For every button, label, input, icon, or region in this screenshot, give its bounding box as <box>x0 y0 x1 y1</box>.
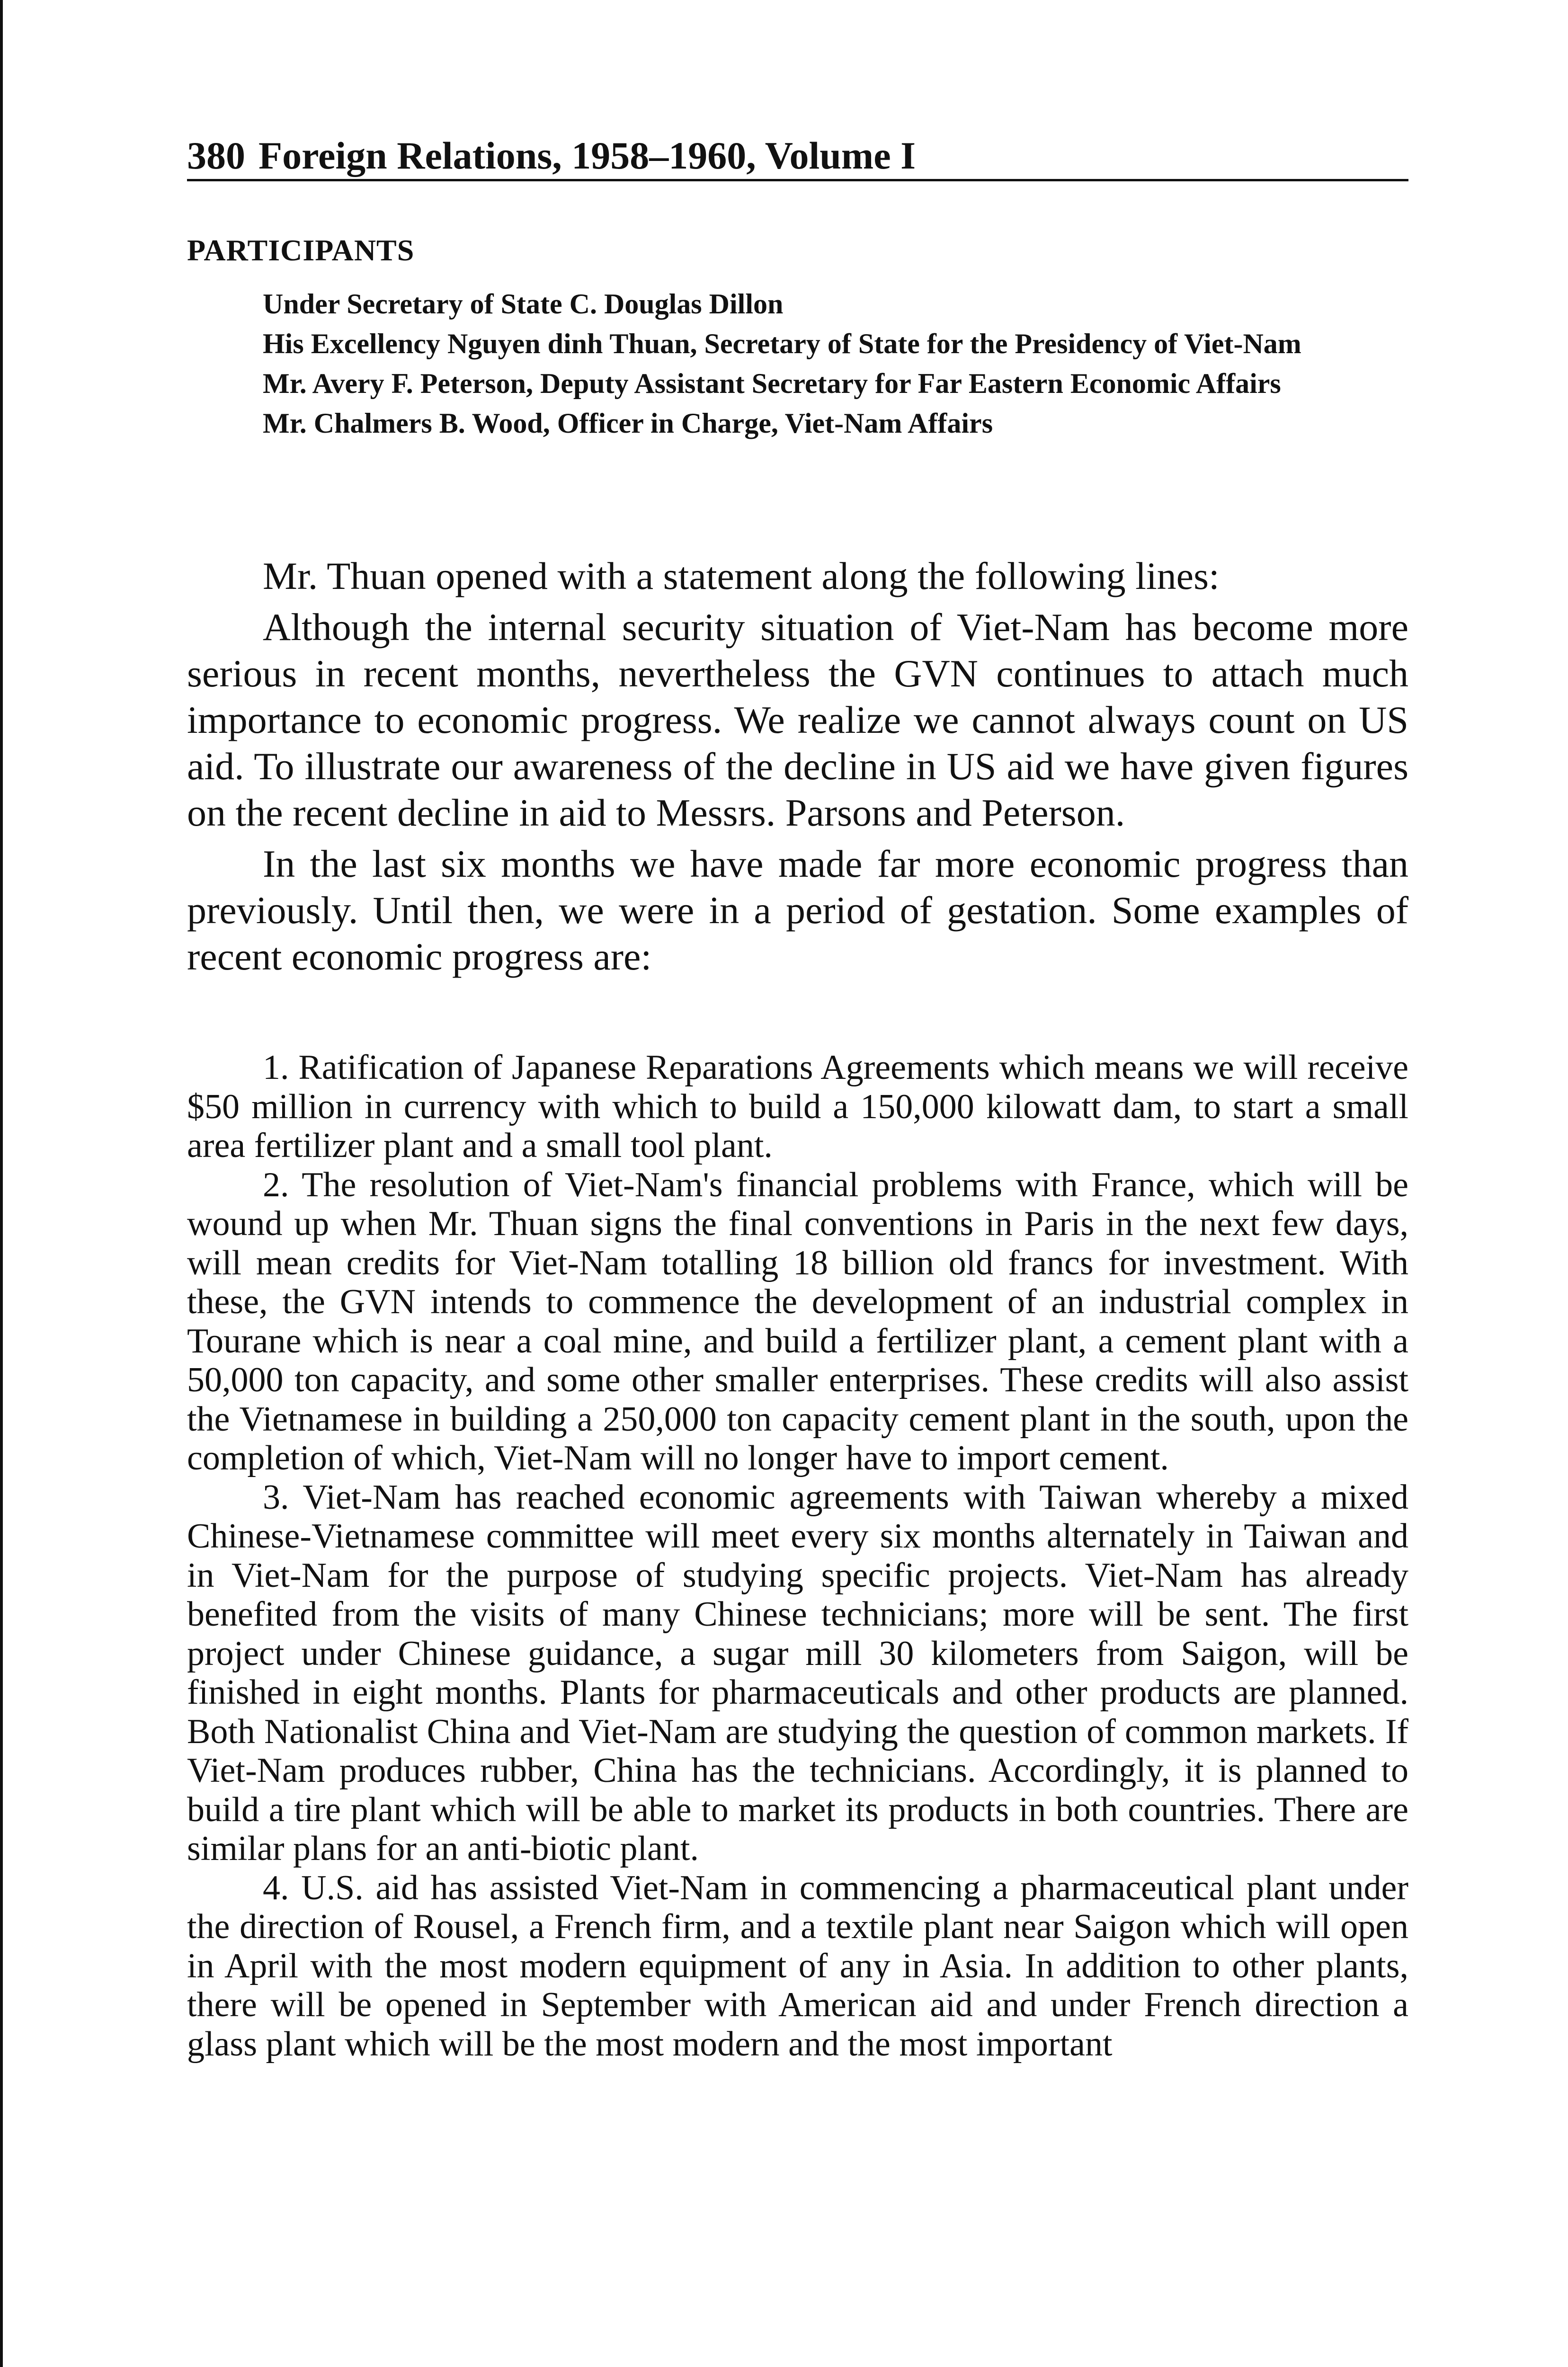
volume-title: Foreign Relations, 1958–1960, Volume I <box>258 134 916 177</box>
scan-edge <box>0 0 3 2367</box>
participant-entry: Mr. Chalmers B. Wood, Officer in Charge, Viet-Nam Affairs <box>263 408 993 439</box>
memorandum-body <box>187 553 1408 985</box>
header-line <box>187 133 916 178</box>
participant-entry: His Excellency Nguyen dinh Thuan, Secretary of State for the Presidency of Viet-Nam <box>263 328 1301 359</box>
participant-entry: Mr. Avery F. Peterson, Deputy Assistant Secretary for Far Eastern Economic Affairs <box>263 368 1281 399</box>
example-item: 3. Viet-Nam has reached economic agreements with Taiwan whereby a mixed Chinese-Vietnamese committee will meet every six months alternately in Taiwan and in Viet-Nam for the purpose of studying specific projects. Viet-Nam has already benefited from the visits of many Chinese technicians; more will be sent. The first project under Chinese guidance, a sugar mill 30 kilometers from Saigon, will be finished in eight months. Plants for pharmaceuticals and other products are planned. Both Nationalist China and Viet-Nam are studying the question of common markets. If Viet-Nam produces rubber, China has the technicians. Accordingly, it is planned to build a tire plant which will be able to market its products in both countries. There are similar plans for an anti-biotic plant. <box>187 1477 1408 1868</box>
example-item: 1. Ratification of Japanese Reparations Agreements which means we will receive $50 million in currency with which to build a 150,000 kilowatt dam, to start a small area fertilizer plant and a small tool plant. <box>187 1048 1408 1165</box>
participants-heading: PARTICIPANTS <box>187 233 415 267</box>
running-header <box>187 128 1408 181</box>
page-number: 380 <box>187 134 245 177</box>
participants-list <box>263 284 1408 443</box>
body-paragraph: Although the internal security situation of Viet-Nam has become more serious in recent months, nevertheless the GVN continues to attach much importance to economic progress. We realize we cannot always count on US aid. To illustrate our awareness of the decline in US aid we have given figures on the recent decline in aid to Messrs. Parsons and Peterson. <box>187 605 1408 834</box>
example-item: 4. U.S. aid has assisted Viet-Nam in commencing a pharmaceutical plant under the direction of Rousel, a French firm, and a textile plant near Saigon which will open in April with the most modern equipment of any in Asia. In addition to other plants, there will be opened in September with American aid and under French direction a glass plant which will be the most modern and the most important <box>187 1868 1408 2064</box>
examples-list <box>187 1048 1408 2064</box>
participant-entry: Under Secretary of State C. Douglas Dillon <box>263 288 784 320</box>
body-paragraph: Mr. Thuan opened with a statement along the following lines: <box>263 554 1220 597</box>
example-item: 2. The resolution of Viet-Nam's financial problems with France, which will be wound up when Mr. Thuan signs the final conventions in Paris in the next few days, will mean credits for Viet-Nam totalling 18 billion old francs for investment. With these, the GVN intends to commence the development of an industrial complex in Tourane which is near a coal mine, and build a fertilizer plant, a cement plant with a 50,000 ton capacity, and some other smaller enterprises. These credits will also assist the Vietnamese in building a 250,000 ton capacity cement plant in the south, upon the completion of which, Viet-Nam will no longer have to import cement. <box>187 1165 1408 1477</box>
body-paragraph: In the last six months we have made far more economic progress than previously. Until then, we were in a period of gestation. Some examples of recent economic progress are: <box>187 842 1408 978</box>
